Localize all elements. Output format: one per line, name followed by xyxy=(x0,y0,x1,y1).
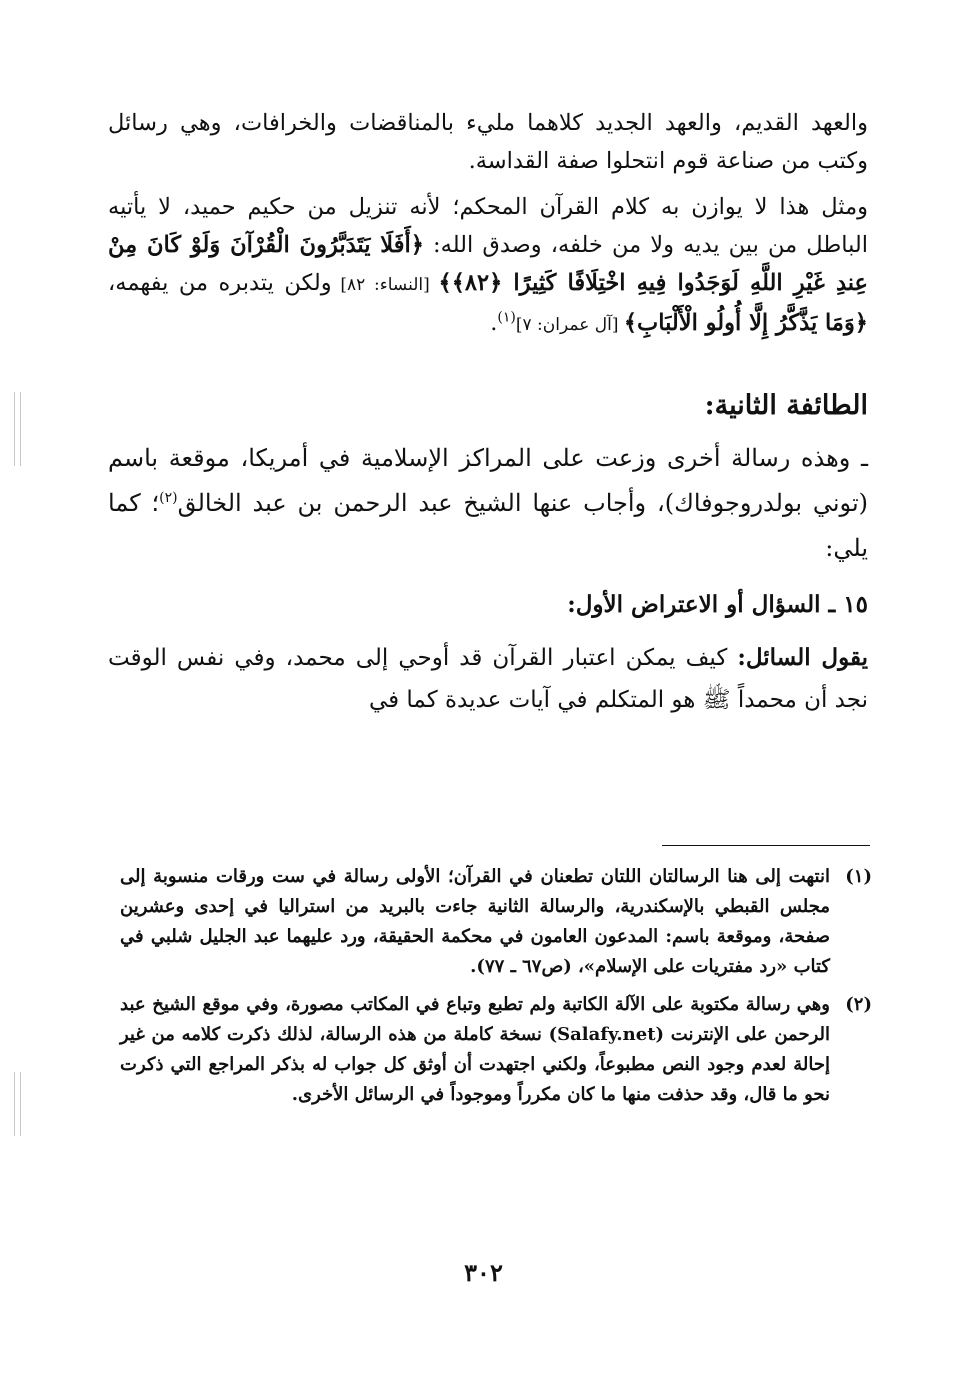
paragraph-3-text: ـ وهذه رسالة أخرى وزعت على المراكز الإسلامية في أمريكا، موقعة باسم (توني بولدروجوفاك)، وأجاب عنها الشيخ عبد الرحمن بن عبد الخالق xyxy=(108,444,869,517)
footnote-marker-2: (٢) xyxy=(159,490,178,506)
footnote-marker-1: (١) xyxy=(497,309,516,326)
footnote-separator xyxy=(662,845,870,846)
questioner-label: يقول السائل: xyxy=(737,644,868,671)
footnote-text-before: وهي رسالة مكتوبة على الآلة الكاتبة ولم تطبع وتباع في المكاتب مصورة، وفي موقع الشيخ عبد الرحمن على الإنترنت xyxy=(120,994,830,1045)
scan-margin-line xyxy=(20,1072,21,1136)
website-name: (Salafy.net) xyxy=(548,1024,665,1045)
verse-reference-1: [النساء: ٨٢] xyxy=(331,275,439,295)
paragraph-2 xyxy=(108,188,868,344)
footnote-1 xyxy=(120,862,872,982)
page-number: ٣٠٢ xyxy=(464,1258,503,1287)
footnote-text xyxy=(120,990,830,1110)
paragraph-4 xyxy=(108,637,868,721)
quran-verse-1: ﴿أَفَلَا يَتَدَبَّرُونَ الْقُرْآنَ وَلَوْ كَانَ مِنْ عِندِ غَيْرِ اللَّهِ لَوَجَدُوا فِيهِ اخْتِلَافًا كَثِيرًا ﴿٨٢﴾﴾ xyxy=(108,232,868,296)
verse-reference-2: [آل عمران: ٧] xyxy=(515,315,624,335)
quran-verse-2: ﴿وَمَا يَذَّكَّرُ إِلَّا أُولُو الْأَلْبَابِ﴾ xyxy=(623,310,868,336)
footnote-text: انتهت إلى هنا الرسالتان اللتان تطعنان في القرآن؛ الأولى رسالة في ست ورقات منسوبة إلى مجلس القبطي بالإسكندرية، والرسالة الثانية جاءت بالبريد من استراليا في إحدى وعشرين صفحة، وموقعة باسم: المدعون العامون في محكمة الحقيقة، ورد عليهما عبد الجليل شلبي في كتاب «رد مفتريات على الإسلام»، (ص٦٧ ـ ٧٧). xyxy=(120,866,831,977)
paragraph-1 xyxy=(108,104,868,180)
footnote-text-after: نسخة كاملة من هذه الرسالة، لذلك ذكرت كلامه من غير إحالة لعدم وجود النص مطبوعاً، ولكني اجتهدت أن أوثق كل جواب له بذكر المراجع التي ذكرت نحو ما قال، وقد حذفت منها ما كان مكرراً وموجوداً في الرسائل الأخرى. xyxy=(120,1024,830,1105)
footnotes xyxy=(120,862,872,1118)
footnote-2 xyxy=(120,990,872,1110)
paragraph-2-end: . xyxy=(490,310,498,336)
paragraph-2-middle: ولكن يتدبره من يفهمه، xyxy=(108,270,332,296)
scan-margin-line xyxy=(20,392,21,466)
paragraph-3 xyxy=(108,436,868,571)
paragraph-1-text: والعهد القديم، والعهد الجديد كلاهما مليء بالمناقضات والخرافات، وهي رسائل وكتب من صناعة قوم انتحلوا صفة القداسة. xyxy=(108,110,868,174)
footnote-number: (٢) xyxy=(845,994,872,1015)
scan-margin-line xyxy=(14,1072,15,1136)
footnote-number: (١) xyxy=(845,866,872,887)
paragraph-3-end: ؛ كما يلي: xyxy=(108,489,868,562)
paragraph-2-intro: ومثل هذا لا يوازن به كلام القرآن المحكم؛ لأنه تنزيل من حكيم حميد، لا يأتيه الباطل من بين يديه ولا من خلفه، وصدق الله: xyxy=(108,194,868,258)
scan-margin-line xyxy=(14,392,15,466)
question-heading: ١٥ ـ السؤال أو الاعتراض الأول: xyxy=(567,591,868,618)
page-body xyxy=(108,104,868,721)
section-heading: الطائفة الثانية: xyxy=(704,390,868,421)
paragraph-4-text: كيف يمكن اعتبار القرآن قد أوحي إلى محمد، وفي نفس الوقت نجد أن محمداً ﷺ هو المتكلم في آيات عديدة كما في xyxy=(108,645,868,713)
